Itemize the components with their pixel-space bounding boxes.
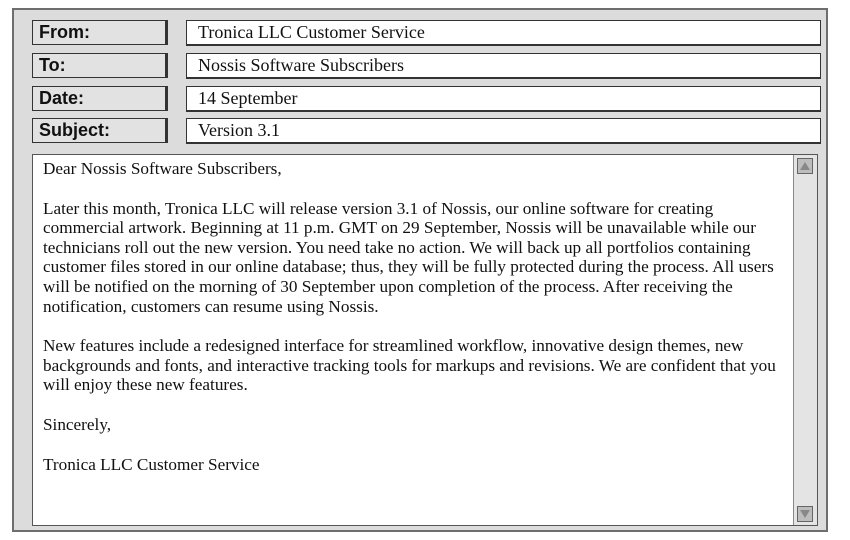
date-field[interactable]: 14 September xyxy=(186,86,821,112)
body-paragraph-2: New features include a redesigned interface for streamlined workflow, innovative design themes, new backgrounds and fonts, and interactive tracking tools for markups and revisions. We are confident that you will enjoy these new features. xyxy=(43,336,776,395)
to-field[interactable]: Nossis Software Subscribers xyxy=(186,53,821,79)
date-label: Date: xyxy=(32,86,168,111)
triangle-down-icon xyxy=(800,510,810,518)
from-field[interactable]: Tronica LLC Customer Service xyxy=(186,20,821,46)
scroll-down-button[interactable] xyxy=(797,506,813,522)
greeting: Dear Nossis Software Subscribers, xyxy=(43,159,282,178)
message-body[interactable] xyxy=(32,154,818,526)
triangle-up-icon xyxy=(800,162,810,170)
vertical-scrollbar[interactable] xyxy=(793,155,817,525)
subject-label: Subject: xyxy=(32,118,168,143)
signature: Tronica LLC Customer Service xyxy=(43,454,260,474)
email-window xyxy=(12,8,828,532)
from-label: From: xyxy=(32,20,168,45)
closing: Sincerely, xyxy=(43,414,112,434)
message-text xyxy=(43,159,797,519)
scroll-up-button[interactable] xyxy=(797,158,813,174)
subject-field[interactable]: Version 3.1 xyxy=(186,118,821,144)
to-label: To: xyxy=(32,53,168,78)
body-paragraph-1: Later this month, Tronica LLC will release version 3.1 of Nossis, our online software for creating commercial artwork. Beginning at 11 p.m. GMT on 29 September, Nossis will be unavailable while our technicians roll out the new version. You need take no action. We will back up all portfolios containing customer files stored in our online database; thus, they will be fully protected during the process. All users will be notified on the morning of 30 September upon completion of the process. After receiving the notification, customers can resume using Nossis. xyxy=(43,198,774,316)
